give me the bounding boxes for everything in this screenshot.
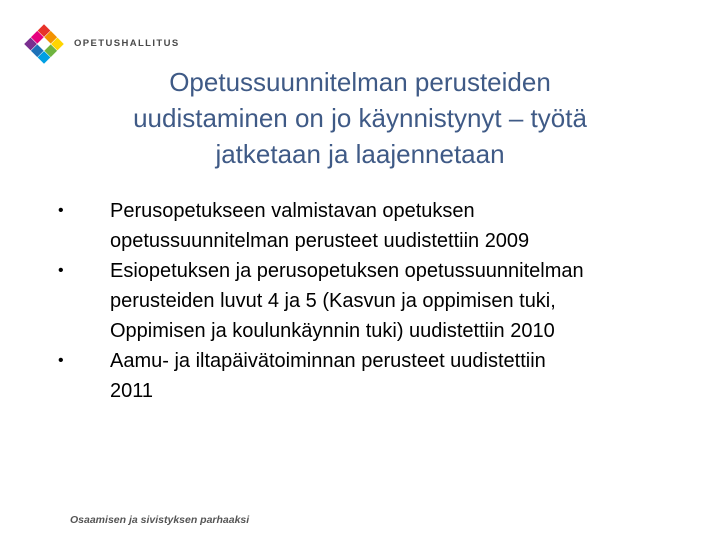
title-line: uudistaminen on jo käynnistynyt – työtä [133, 103, 587, 133]
logo-text: OPETUSHALLITUS [74, 38, 180, 49]
bullet-text-line: opetussuunnitelman perusteet uudistettiin 2009 [110, 230, 530, 252]
title-line: jatketaan ja laajennetaan [215, 139, 505, 169]
bullet-item [56, 256, 696, 346]
bullet-text-line: 2011 [110, 380, 154, 402]
footer-slogan: Osaamisen ja sivistyksen parhaaksi [70, 514, 250, 526]
bullet-marker: • [58, 352, 64, 369]
bullet-marker: • [58, 202, 64, 219]
bullet-text-line: Perusopetukseen valmistavan opetuksen [110, 200, 475, 222]
slide-title [80, 64, 640, 172]
bullet-text-line: Aamu- ja iltapäivätoiminnan perusteet uudistettiin [110, 350, 546, 372]
bullet-text-line: perusteiden luvut 4 ja 5 (Kasvun ja oppimisen tuki, [110, 290, 556, 312]
title-line: Opetussuunnitelman perusteiden [169, 67, 551, 97]
bullet-item [56, 196, 696, 256]
bullet-list [56, 196, 696, 406]
opetushallitus-diamond-logo-icon [22, 22, 66, 66]
logo [22, 22, 182, 68]
bullet-text-line: Oppimisen ja koulunkäynnin tuki) uudistettiin 2010 [110, 320, 555, 342]
bullet-marker: • [58, 262, 64, 279]
bullet-text-line: Esiopetuksen ja perusopetuksen opetussuunnitelman [110, 260, 584, 282]
bullet-item [56, 346, 696, 406]
